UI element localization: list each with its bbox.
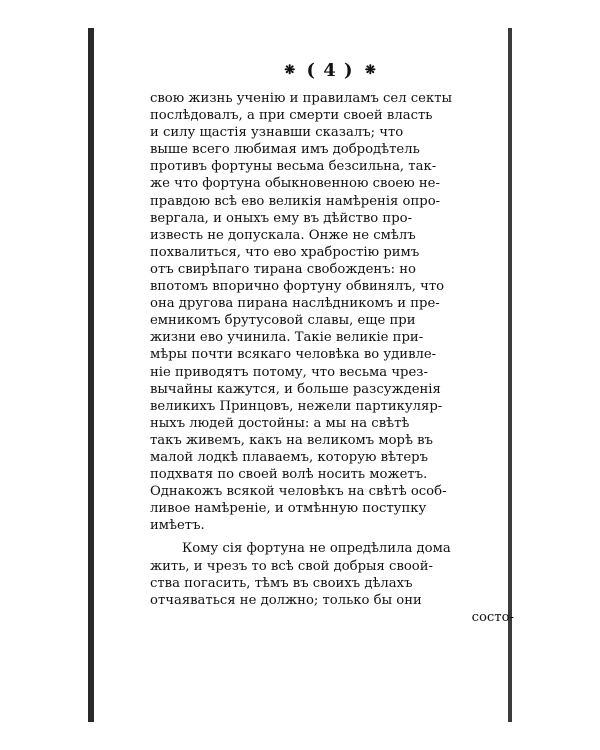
paragraph-1 — [150, 90, 520, 534]
body-text — [150, 90, 520, 626]
text-line: Однакожъ всякой человѣкъ на свѣтѣ особ- — [150, 484, 447, 500]
text-line: свою жизнь ученію и правиламъ сел секты — [150, 91, 453, 106]
text-line: ливое намѣреніе, и отмѣнную поступку — [150, 501, 427, 517]
text-line: мѣры почти всякаго человѣка во удивле- — [150, 347, 437, 363]
text-line: послѣдовалъ, а при смерти своей власть — [150, 108, 433, 124]
text-line: выше всего любимая имъ добродѣтель — [150, 142, 420, 158]
text-line: же что фортуна обыкновенною своею не- — [150, 176, 440, 192]
text-line: она другова пирана наслѣдникомъ и пре- — [150, 296, 440, 312]
text-line: впотомъ впорично фортуну обвинялъ, что — [150, 279, 445, 295]
text-line: и силу щастія узнавши сказалъ; что — [150, 125, 404, 141]
text-line: вычайны кажутся, и больше разсужденія — [150, 381, 441, 397]
text-line: ства погасить, тѣмъ въ своихъ дѣлахъ — [150, 575, 413, 591]
document-page — [150, 58, 520, 738]
ornament-right-icon: ❋ — [364, 63, 376, 78]
text-line: такъ живемъ, какъ на великомъ морѣ въ — [150, 432, 433, 448]
page-number: ( 4 ) — [306, 60, 354, 81]
ornament-left-icon: ❋ — [284, 63, 296, 78]
text-line: правдою всѣ ево великія намѣренія опро- — [150, 193, 441, 209]
paragraph-2 — [150, 540, 520, 625]
text-line: ніе приводятъ потому, что весьма чрез- — [150, 364, 428, 380]
text-line: противъ фортуны весьма безсильна, так- — [150, 159, 437, 175]
text-line: Кому сія фортуна не опредѣлила дома — [182, 541, 451, 557]
text-line: жить, и чрезъ то всѣ свой добрыя своой- — [150, 558, 433, 574]
text-line: подхватя по своей волѣ носить можетъ. — [150, 467, 428, 483]
catchword: состо- — [471, 609, 514, 625]
page-header — [140, 58, 520, 84]
text-line: жизни ево учинила. Такіе великіе при- — [150, 330, 424, 346]
text-line: великихъ Принцовъ, нежели партикуляр- — [150, 398, 443, 414]
text-line: вергала, и оныхъ ему въ дѣйство про- — [150, 210, 413, 226]
text-line: имѣетъ. — [150, 518, 205, 534]
text-line: похвалиться, что ево храбростію римъ — [150, 244, 420, 260]
text-line: отчаяваться не должно; только бы они — [150, 592, 422, 608]
text-line: ныхъ людей достойны: а мы на свѣтѣ — [150, 415, 410, 431]
text-line: емникомъ брутусовой славы, еще при — [150, 313, 416, 329]
text-line: отъ свирѣпаго тирана свобожденъ: но — [150, 261, 416, 277]
text-line: малой лодкѣ плаваемъ, которую вѣтеръ — [150, 449, 428, 465]
text-line: известь не допускала. Онже не смѣлъ — [150, 227, 416, 243]
